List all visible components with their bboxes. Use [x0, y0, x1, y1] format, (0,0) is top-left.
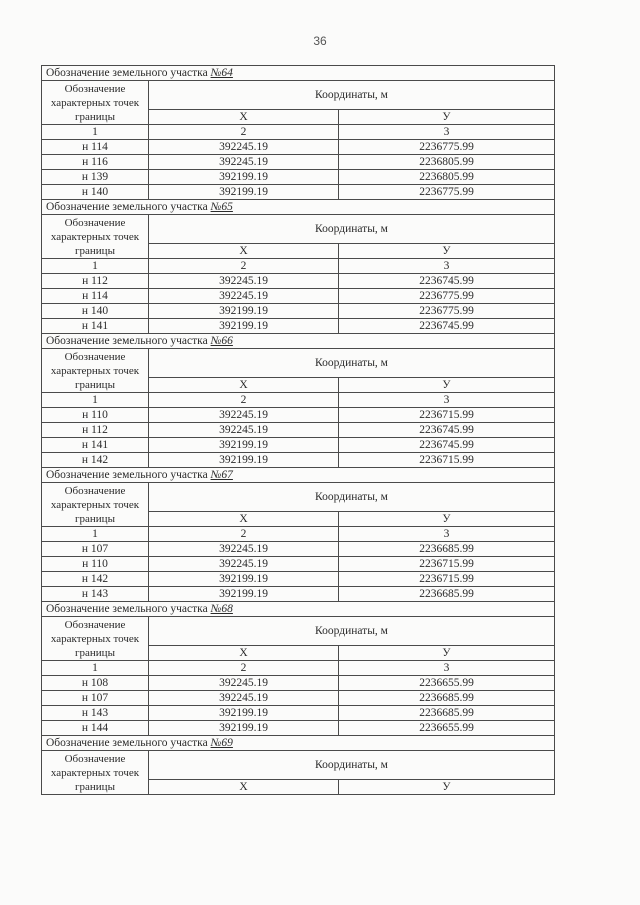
index-row: [42, 661, 555, 676]
table-row: [42, 542, 555, 557]
coordinates-header: Координаты, м: [149, 215, 555, 244]
point-label: н 110: [42, 557, 149, 572]
point-label: н 140: [42, 304, 149, 319]
y-coordinate: 2236715.99: [339, 557, 555, 572]
coordinates-document: [41, 65, 554, 795]
y-coordinate: 2236745.99: [339, 319, 555, 334]
table-row: [42, 572, 555, 587]
index-row: [42, 259, 555, 274]
table-row: [42, 140, 555, 155]
header-row: [42, 617, 555, 646]
plot-number: №69: [210, 737, 233, 749]
point-label: н 112: [42, 423, 149, 438]
table-row: [42, 587, 555, 602]
plot-title: [42, 602, 555, 617]
plot-title-row: [42, 602, 555, 617]
point-label: н 107: [42, 542, 149, 557]
point-label: н 141: [42, 438, 149, 453]
column-index-2: 2: [149, 661, 339, 676]
header-row: [42, 81, 555, 110]
x-coordinate: 392245.19: [149, 140, 339, 155]
plot-title: [42, 200, 555, 215]
points-column-header: Обозначение характерных точек границы: [42, 349, 149, 393]
header-row: [42, 751, 555, 780]
point-label: н 143: [42, 706, 149, 721]
x-coordinate: 392245.19: [149, 676, 339, 691]
x-coordinate: 392199.19: [149, 706, 339, 721]
point-label: н 116: [42, 155, 149, 170]
x-coordinate: 392199.19: [149, 438, 339, 453]
y-coordinate: 2236805.99: [339, 155, 555, 170]
column-index-3: 3: [339, 125, 555, 140]
y-column-header: У: [339, 512, 555, 527]
x-coordinate: 392245.19: [149, 691, 339, 706]
plot-title-prefix: Обозначение земельного участка: [46, 603, 211, 615]
x-column-header: Х: [149, 378, 339, 393]
plot-title: [42, 334, 555, 349]
y-coordinate: 2236715.99: [339, 572, 555, 587]
table-row: [42, 274, 555, 289]
table-row: [42, 170, 555, 185]
point-label: н 108: [42, 676, 149, 691]
point-label: н 140: [42, 185, 149, 200]
plot-title-prefix: Обозначение земельного участка: [46, 201, 211, 213]
table-row: [42, 691, 555, 706]
coordinates-header: Координаты, м: [149, 81, 555, 110]
point-label: н 142: [42, 572, 149, 587]
y-coordinate: 2236745.99: [339, 274, 555, 289]
point-label: н 142: [42, 453, 149, 468]
y-column-header: У: [339, 378, 555, 393]
x-column-header: Х: [149, 244, 339, 259]
coordinates-table: [41, 65, 555, 795]
column-index-2: 2: [149, 393, 339, 408]
column-index-3: 3: [339, 393, 555, 408]
plot-number: №65: [210, 201, 233, 213]
column-index-1: 1: [42, 661, 149, 676]
y-column-header: У: [339, 244, 555, 259]
y-coordinate: 2236775.99: [339, 185, 555, 200]
plot-title-prefix: Обозначение земельного участка: [46, 469, 211, 481]
point-label: н 139: [42, 170, 149, 185]
column-index-1: 1: [42, 259, 149, 274]
point-label: н 141: [42, 319, 149, 334]
column-index-1: 1: [42, 125, 149, 140]
x-column-header: Х: [149, 512, 339, 527]
plot-title: [42, 468, 555, 483]
x-column-header: Х: [149, 780, 339, 795]
x-coordinate: 392199.19: [149, 319, 339, 334]
y-coordinate: 2236805.99: [339, 170, 555, 185]
table-row: [42, 721, 555, 736]
y-column-header: У: [339, 780, 555, 795]
y-coordinate: 2236655.99: [339, 676, 555, 691]
column-index-1: 1: [42, 393, 149, 408]
x-column-header: Х: [149, 646, 339, 661]
plot-number: №64: [210, 67, 233, 79]
y-column-header: У: [339, 110, 555, 125]
x-coordinate: 392245.19: [149, 423, 339, 438]
points-column-header: Обозначение характерных точек границы: [42, 215, 149, 259]
points-column-header: Обозначение характерных точек границы: [42, 81, 149, 125]
plot-title: [42, 66, 555, 81]
x-coordinate: 392199.19: [149, 304, 339, 319]
y-coordinate: 2236715.99: [339, 408, 555, 423]
point-label: н 114: [42, 289, 149, 304]
table-row: [42, 319, 555, 334]
page-number: 36: [313, 34, 327, 48]
x-coordinate: 392199.19: [149, 721, 339, 736]
point-label: н 114: [42, 140, 149, 155]
y-coordinate: 2236685.99: [339, 587, 555, 602]
column-index-3: 3: [339, 259, 555, 274]
table-row: [42, 423, 555, 438]
column-index-2: 2: [149, 527, 339, 542]
point-label: н 143: [42, 587, 149, 602]
points-column-header: Обозначение характерных точек границы: [42, 483, 149, 527]
points-column-header: Обозначение характерных точек границы: [42, 617, 149, 661]
x-coordinate: 392199.19: [149, 587, 339, 602]
y-coordinate: 2236715.99: [339, 453, 555, 468]
x-coordinate: 392245.19: [149, 542, 339, 557]
point-label: н 112: [42, 274, 149, 289]
table-row: [42, 706, 555, 721]
y-column-header: У: [339, 646, 555, 661]
plot-title-row: [42, 200, 555, 215]
column-index-3: 3: [339, 527, 555, 542]
plot-number: №66: [210, 335, 233, 347]
y-coordinate: 2236745.99: [339, 438, 555, 453]
index-row: [42, 393, 555, 408]
point-label: н 107: [42, 691, 149, 706]
x-coordinate: 392245.19: [149, 155, 339, 170]
points-column-header: Обозначение характерных точек границы: [42, 751, 149, 795]
coordinates-header: Координаты, м: [149, 349, 555, 378]
index-row: [42, 527, 555, 542]
table-row: [42, 557, 555, 572]
plot-title: [42, 736, 555, 751]
plot-title-row: [42, 66, 555, 81]
column-index-2: 2: [149, 259, 339, 274]
table-row: [42, 304, 555, 319]
coordinates-header: Координаты, м: [149, 483, 555, 512]
table-row: [42, 155, 555, 170]
column-index-2: 2: [149, 125, 339, 140]
point-label: н 110: [42, 408, 149, 423]
plot-title-row: [42, 334, 555, 349]
x-coordinate: 392245.19: [149, 408, 339, 423]
point-label: н 144: [42, 721, 149, 736]
header-row: [42, 349, 555, 378]
y-coordinate: 2236685.99: [339, 706, 555, 721]
index-row: [42, 125, 555, 140]
y-coordinate: 2236745.99: [339, 423, 555, 438]
x-coordinate: 392199.19: [149, 170, 339, 185]
x-column-header: Х: [149, 110, 339, 125]
x-coordinate: 392199.19: [149, 453, 339, 468]
plot-number: №68: [210, 603, 233, 615]
table-row: [42, 438, 555, 453]
header-row: [42, 483, 555, 512]
coordinates-header: Координаты, м: [149, 617, 555, 646]
column-index-1: 1: [42, 527, 149, 542]
table-row: [42, 185, 555, 200]
y-coordinate: 2236775.99: [339, 304, 555, 319]
table-row: [42, 408, 555, 423]
coordinates-header: Координаты, м: [149, 751, 555, 780]
y-coordinate: 2236775.99: [339, 289, 555, 304]
x-coordinate: 392199.19: [149, 572, 339, 587]
y-coordinate: 2236685.99: [339, 691, 555, 706]
column-index-3: 3: [339, 661, 555, 676]
x-coordinate: 392245.19: [149, 289, 339, 304]
x-coordinate: 392245.19: [149, 557, 339, 572]
plot-title-prefix: Обозначение земельного участка: [46, 737, 211, 749]
table-row: [42, 453, 555, 468]
table-row: [42, 676, 555, 691]
plot-title-prefix: Обозначение земельного участка: [46, 335, 211, 347]
plot-title-prefix: Обозначение земельного участка: [46, 67, 211, 79]
y-coordinate: 2236775.99: [339, 140, 555, 155]
y-coordinate: 2236655.99: [339, 721, 555, 736]
plot-title-row: [42, 468, 555, 483]
header-row: [42, 215, 555, 244]
table-row: [42, 289, 555, 304]
y-coordinate: 2236685.99: [339, 542, 555, 557]
x-coordinate: 392245.19: [149, 274, 339, 289]
x-coordinate: 392199.19: [149, 185, 339, 200]
plot-title-row: [42, 736, 555, 751]
plot-number: №67: [210, 469, 233, 481]
